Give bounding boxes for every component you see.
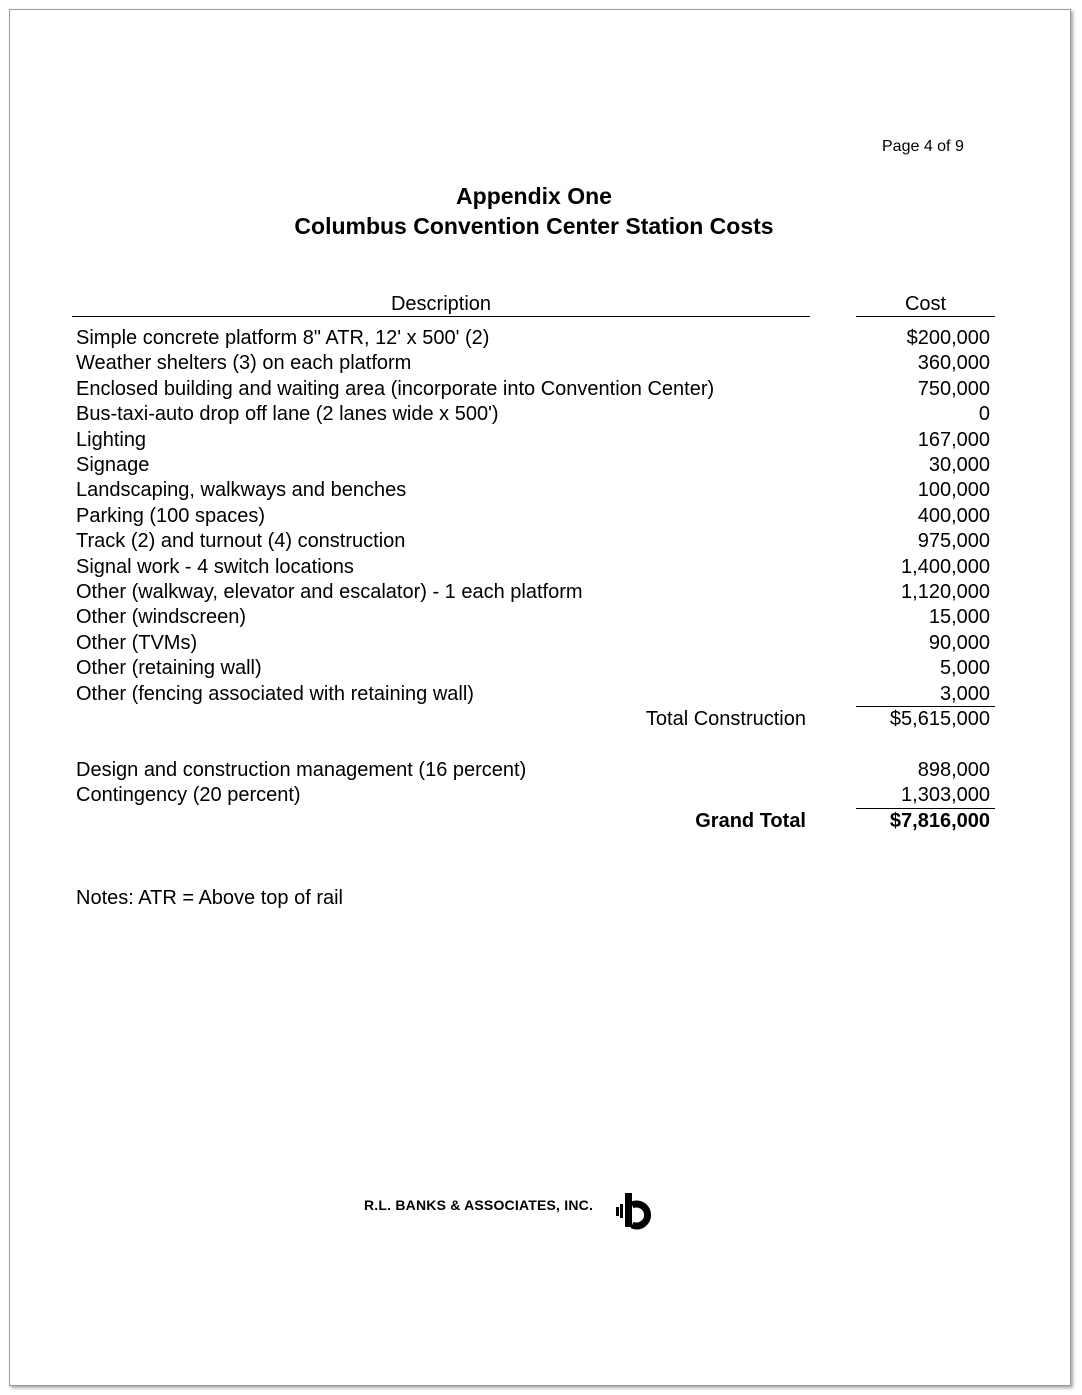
table-row [0,605,1082,630]
total-construction-cost: $5,615,000 [889,708,990,730]
item-description: Other (walkway, elevator and escalator) - 1 each platform [76,581,583,603]
table-row [0,529,1082,554]
page-number: Page 4 of 9 [882,138,964,155]
item-cost: 30,000 [928,454,990,476]
item-description: Other (fencing associated with retaining wall) [76,682,474,705]
company-logo-icon [616,1191,656,1233]
item-cost: 1,400,000 [901,555,990,578]
item-cost: 15,000 [928,606,990,629]
item-cost: 360,000 [917,352,990,375]
table-row [0,351,1082,376]
table-row [0,478,1082,503]
table-row [0,758,1082,783]
item-cost: 90,000 [928,631,990,654]
table-row [0,428,1082,453]
footer-company-name: R.L. BANKS & ASSOCIATES, INC. [364,1197,594,1213]
table-row [0,580,1082,605]
notes: Notes: ATR = Above top of rail [76,887,343,909]
item-cost: 1,120,000 [901,581,990,603]
title-station-costs: Columbus Convention Center Station Costs [294,213,774,239]
table-row [0,682,1082,707]
item-description: Enclosed building and waiting area (incorporate into Convention Center) [76,377,715,400]
extra-description: Design and construction management (16 percent) [76,759,527,781]
header-rule-description [72,316,810,317]
item-description: Track (2) and turnout (4) construction [76,530,406,553]
item-description: Lighting [76,428,147,451]
item-cost: 3,000 [939,682,990,705]
table-row [0,631,1082,656]
extra-cost: 898,000 [917,759,990,781]
item-cost: 0 [978,403,990,426]
table-row [0,453,1082,478]
item-description: Simple concrete platform 8" ATR, 12' x 500' (2) [76,327,490,349]
item-description: Parking (100 spaces) [76,504,265,527]
table-row [0,377,1082,402]
extra-cost: 1,303,000 [901,784,990,807]
item-cost: $200,000 [906,327,990,349]
column-header-description: Description [390,293,492,315]
extra-description: Contingency (20 percent) [76,784,301,807]
item-description: Other (windscreen) [76,606,247,629]
total-construction-row [0,707,1082,732]
title-appendix: Appendix One [456,183,612,209]
item-cost: 750,000 [917,377,990,400]
item-cost: 975,000 [917,530,990,553]
item-cost: 400,000 [917,504,990,527]
grand-total-label: Grand Total [695,810,806,832]
total-construction-label: Total Construction [645,708,806,730]
item-description: Other (TVMs) [76,631,198,654]
item-description: Weather shelters (3) on each platform [76,352,412,375]
item-cost: 167,000 [917,428,990,451]
table-row [0,656,1082,681]
item-cost: 5,000 [939,657,990,680]
item-description: Signal work - 4 switch locations [76,555,354,578]
table-row [0,555,1082,580]
grand-total-cost: $7,816,000 [889,810,990,832]
header-rule-cost [856,316,995,317]
item-description: Signage [76,454,150,476]
table-row [0,326,1082,351]
table-row [0,783,1082,808]
item-description: Bus-taxi-auto drop off lane (2 lanes wide x 500') [76,403,499,426]
item-description: Other (retaining wall) [76,657,262,680]
item-description: Landscaping, walkways and benches [76,479,407,502]
item-cost: 100,000 [917,479,990,502]
table-row [0,504,1082,529]
grand-total-row [0,809,1082,834]
column-header-cost: Cost [904,293,947,315]
table-row [0,402,1082,427]
